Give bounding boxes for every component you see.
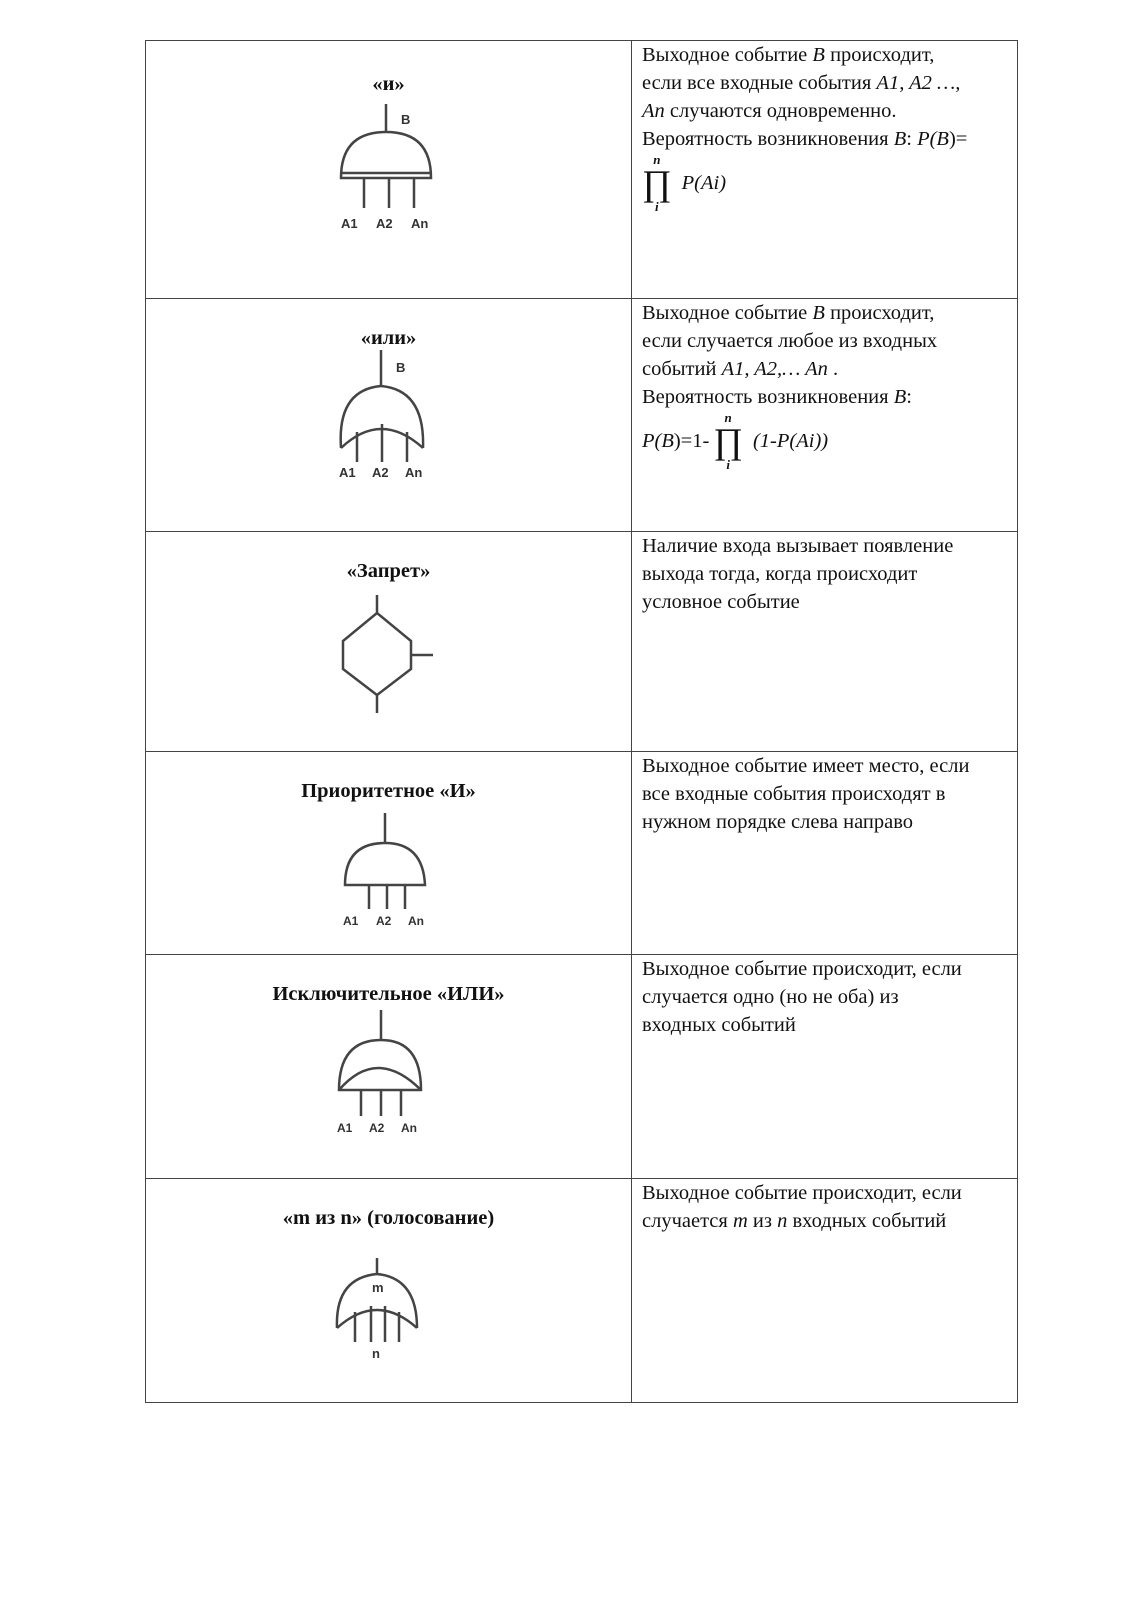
table-row	[146, 1179, 1018, 1403]
exclusive-or-gate-icon	[319, 1006, 459, 1136]
priority-and-gate-icon	[319, 803, 459, 928]
gate-description: Наличие входа вызывает появление выхода тогда, когда происходит условное событие	[632, 532, 1018, 752]
probability-formula: P(B )=1- n ∏ i (1-P(Ai))	[642, 410, 829, 472]
svg-text:B: B	[400, 112, 410, 127]
gate-title: Приоритетное «И»	[301, 780, 476, 802]
table-row	[146, 41, 1018, 299]
gate-title: «m из n» (голосование)	[282, 1207, 495, 1229]
m-of-n-gate-icon	[319, 1230, 459, 1360]
svg-text:A2: A2	[375, 216, 393, 231]
svg-text:B: B	[395, 360, 405, 375]
or-gate-icon	[319, 350, 459, 480]
svg-text:An: An	[407, 914, 424, 928]
gate-cell	[146, 752, 632, 955]
table-row	[146, 532, 1018, 752]
table-row	[146, 752, 1018, 955]
gate-description: Выходное событие происходит, если случается m из n входных событий	[632, 1179, 1018, 1403]
and-gate-icon	[319, 96, 459, 236]
gate-cell	[146, 532, 632, 752]
table-row	[146, 299, 1018, 532]
svg-text:A2: A2	[375, 914, 391, 928]
svg-text:A1: A1	[340, 216, 358, 231]
svg-text:A2: A2	[371, 465, 389, 480]
svg-text:An: An	[410, 216, 428, 231]
svg-text:m: m	[371, 1280, 384, 1295]
gate-description: Выходное событие имеет место, если все входные события происходят в нужном порядке слева направо	[632, 752, 1018, 955]
table-row	[146, 955, 1018, 1179]
gate-description: Выходное событие B происходит, если все входные события A1, A2 …, An случаются одновременно. Вероятность возникновения B: P(B)= n ∏ i P(Ai)	[632, 41, 1018, 299]
gate-description: Выходное событие B происходит, если случается любое из входных событий A1, A2,… An . Вероятность возникновения B: P(B )=1- n ∏ i (1-P(Ai))	[632, 299, 1018, 532]
gate-cell	[146, 299, 632, 532]
gate-cell	[146, 1179, 632, 1403]
gate-title: «и»	[372, 73, 405, 95]
svg-text:A1: A1	[342, 914, 358, 928]
probability-formula: n ∏ i P(Ai)	[642, 152, 727, 214]
gate-description: Выходное событие происходит, если случается одно (но не оба) из входных событий	[632, 955, 1018, 1179]
svg-text:A2: A2	[368, 1121, 384, 1135]
gate-title: Исключительное «ИЛИ»	[272, 983, 505, 1005]
gate-title: «или»	[360, 327, 417, 349]
svg-text:An: An	[404, 465, 422, 480]
inhibit-gate-icon	[319, 583, 459, 713]
gates-table	[145, 40, 1018, 1403]
svg-text:n: n	[371, 1346, 380, 1360]
svg-text:A1: A1	[338, 465, 356, 480]
gate-title: «Запрет»	[346, 560, 431, 582]
gate-cell	[146, 955, 632, 1179]
svg-text:An: An	[400, 1121, 417, 1135]
gate-cell	[146, 41, 632, 299]
svg-text:A1: A1	[336, 1121, 352, 1135]
